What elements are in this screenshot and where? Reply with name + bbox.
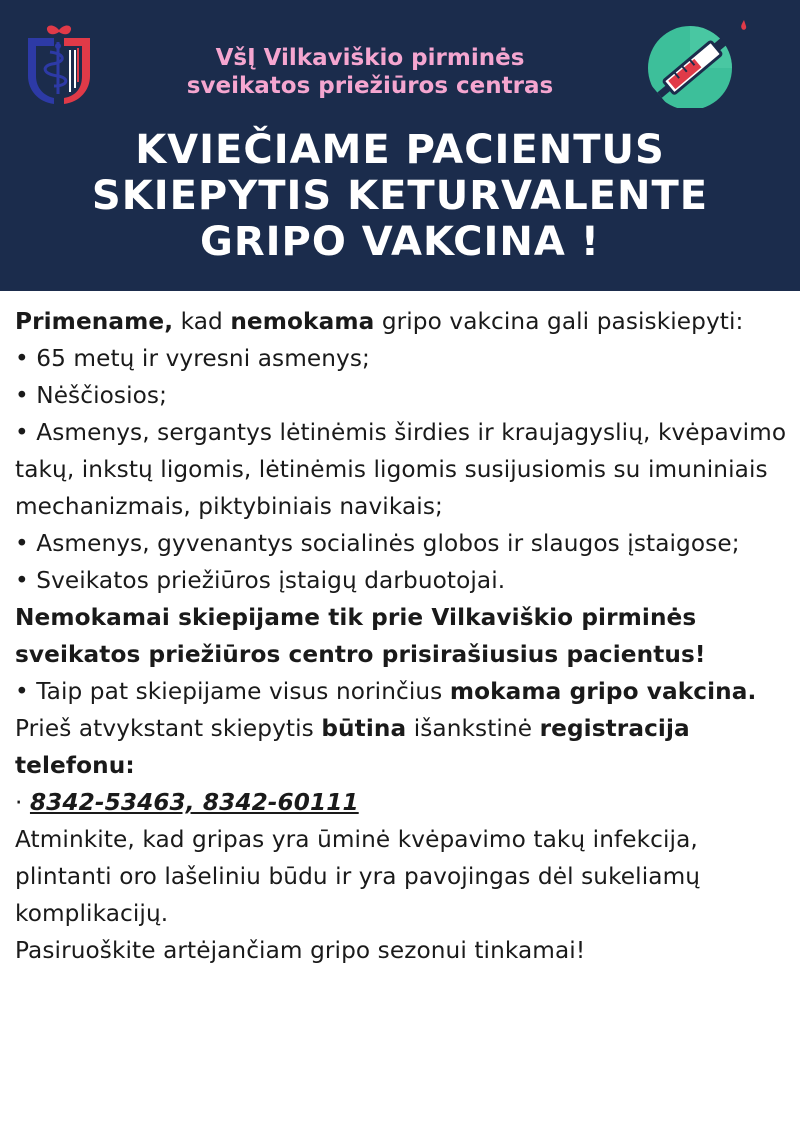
organization-name — [150, 44, 590, 100]
announcement-body — [15, 303, 795, 969]
intro-text-2: gripo vakcina gali pasiskiepyti: — [374, 308, 744, 335]
registration-text-1: Prieš atvykstant skiepytis — [15, 715, 322, 742]
organization-name-line-2: sveikatos priežiūros centras — [186, 73, 554, 99]
paid-text: • Taip pat skiepijame visus norinčius — [15, 678, 450, 705]
registration-bold-1: būtina — [321, 715, 407, 742]
list-item: • Nėščiosios; — [15, 382, 168, 409]
header-banner — [0, 0, 800, 291]
reminder-paragraph: Atminkite, kad gripas yra ūminė kvėpavimo takų infekcija, plintanti oro lašeliniu būdu ir yra pavojingas dėl sukeliamų komplikacijų. — [15, 826, 701, 927]
registration-text-2: išankstinė — [406, 715, 540, 742]
phone-bullet: · — [15, 789, 30, 816]
free-vaccination-note — [15, 599, 795, 673]
intro-bold-2: nemokama — [230, 308, 375, 335]
phone-numbers-link[interactable]: 8342-53463, 8342-60111 — [29, 789, 359, 816]
page-title — [0, 127, 800, 265]
intro-text-1: kad — [173, 308, 231, 335]
phone-line — [15, 784, 795, 821]
closing-paragraph: Pasiruoškite artėjančiam gripo sezonui tinkamai! — [15, 937, 586, 964]
list-item: • 65 metų ir vyresni asmenys; — [15, 345, 370, 372]
free-vaccination-note-text: Nemokamai skiepijame tik prie Vilkaviškio pirminės sveikatos priežiūros centro prisirašiusius pacientus! — [15, 604, 706, 668]
intro-bold-1: Primename, — [15, 308, 174, 335]
list-item: • Asmenys, sergantys lėtinėmis širdies ir kraujagyslių, kvėpavimo takų, inkstų ligomis, lėtinėmis ligomis susijusiomis su imuniniais mechanizmais, piktybiniais navikais; — [15, 419, 787, 520]
list-item: • Sveikatos priežiūros įstaigų darbuotojai. — [15, 567, 506, 594]
medical-caduceus-logo — [22, 24, 96, 106]
title-line-2: SKIEPYTIS KETURVALENTE — [91, 173, 709, 219]
registration-paragraph — [15, 710, 795, 784]
paid-vaccination-paragraph — [15, 673, 795, 710]
registration-bold-2: registracija telefonu: — [15, 715, 690, 779]
syringe-icon — [640, 16, 752, 108]
title-line-3: GRIPO VAKCINA ! — [200, 219, 600, 265]
paid-bold: mokama gripo vakcina. — [449, 678, 757, 705]
list-item: • Asmenys, gyvenantys socialinės globos ir slaugos įstaigose; — [15, 530, 740, 557]
organization-name-line-1: VšĮ Vilkaviškio pirminės — [215, 45, 525, 71]
intro-paragraph — [15, 303, 795, 340]
title-line-1: KVIEČIAME PACIENTUS — [135, 127, 665, 173]
